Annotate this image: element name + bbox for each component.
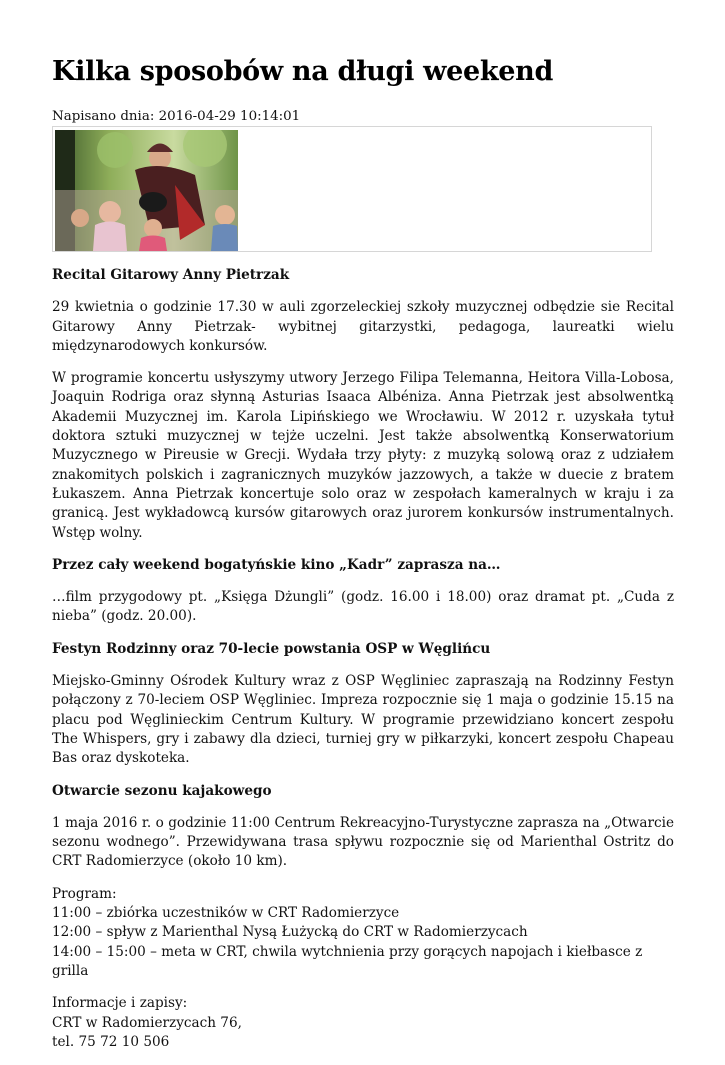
section-heading: Otwarcie sezonu kajakowego	[52, 782, 272, 799]
paragraph: 29 kwietnia o godzinie 17.30 w auli zgorzeleckiej szkoły muzycznej odbędzie sie Recital Gitarowy Anny Pietrzak- wybitnej gitarzystki, pedagoga, laureatki wielu międzynarodowych konkursów.	[52, 299, 674, 354]
contact-line: CRT w Radomierzycach 76,	[52, 1014, 242, 1031]
contact-label: Informacje i zapisy:	[52, 995, 188, 1012]
program-item: 12:00 – spływ z Marienthal Nysą Łużycką do CRT w Radomierzycach	[52, 924, 528, 941]
program-list	[52, 885, 674, 981]
program-label: Program:	[52, 885, 117, 902]
page-title: Kilka sposobów na długi weekend	[52, 56, 554, 87]
article-body	[52, 266, 674, 1065]
section-heading: Przez cały weekend bogatyńskie kino „Kadr” zaprasza na…	[52, 556, 501, 573]
program-item: 11:00 – zbiórka uczestników w CRT Radomierzyce	[52, 905, 400, 922]
section-heading: Recital Gitarowy Anny Pietrzak	[52, 267, 290, 283]
program-item: 14:00 – 15:00 – meta w CRT, chwila wytchnienia przy gorących napojach i kiełbasce z grilla	[52, 943, 643, 979]
paragraph: Miejsko-Gminny Ośrodek Kultury wraz z OSP Węgliniec zapraszają na Rodzinny Festyn połączony z 70-leciem OSP Węgliniec. Impreza rozpocznie się 1 maja o godzinie 15.15 na placu pod Węglinieckim Centrum Kultury. W programie przewidziano koncert zespołu The Whispers, gry i zabawy dla dzieci, turniej gry w piłkarzyki, koncert zespołu Chapeau Bas oraz dyskoteka.	[52, 673, 674, 767]
contact-info	[52, 994, 674, 1052]
image-frame	[52, 126, 652, 252]
paragraph: W programie koncertu usłyszymy utwory Jerzego Filipa Telemanna, Heitora Villa-Lobosa, Joaquin Rodriga oraz słynną Asturias Isaaca Albéniza. Anna Pietrzak jest absolwentką Akademii Muzycznej im. Karola Lipińskiego we Wrocławiu. W 2012 r. uzyskała tytuł doktora sztuki muzycznej w tejże uczelni. Jest także absolwentką Konserwatorium Muzycznego w Pireusie w Grecji. Wydała trzy płyty: z muzyką solową oraz z udziałem znakomitych polskich i zagranicznych muzyków jazzowych, a także w duecie z bratem Łukaszem. Anna Pietrzak koncertuje solo oraz w zespołach kameralnych w kraju i za granicą. Jest wykładowcą kursów gitarowych oraz jurorem konkursów instrumentalnych. Wstęp wolny.	[52, 370, 674, 541]
paragraph: …film przygodowy pt. „Księga Dżungli” (godz. 16.00 i 18.00) oraz dramat pt. „Cuda z nieba” (godz. 20.00).	[52, 589, 674, 625]
section-heading: Festyn Rodzinny oraz 70-lecie powstania OSP w Węglińcu	[52, 640, 491, 657]
paragraph: 1 maja 2016 r. o godzinie 11:00 Centrum Rekreacyjno-Turystyczne zaprasza na „Otwarcie sezonu wodnego”. Przewidywana trasa spływu rozpocznie się od Marienthal Ostritz do CRT Radomierzyce (około 10 km).	[52, 814, 674, 870]
post-date: Napisano dnia: 2016-04-29 10:14:01	[52, 109, 301, 124]
contact-line: tel. 75 72 10 506	[52, 1033, 170, 1050]
article-photo[interactable]	[55, 130, 238, 251]
